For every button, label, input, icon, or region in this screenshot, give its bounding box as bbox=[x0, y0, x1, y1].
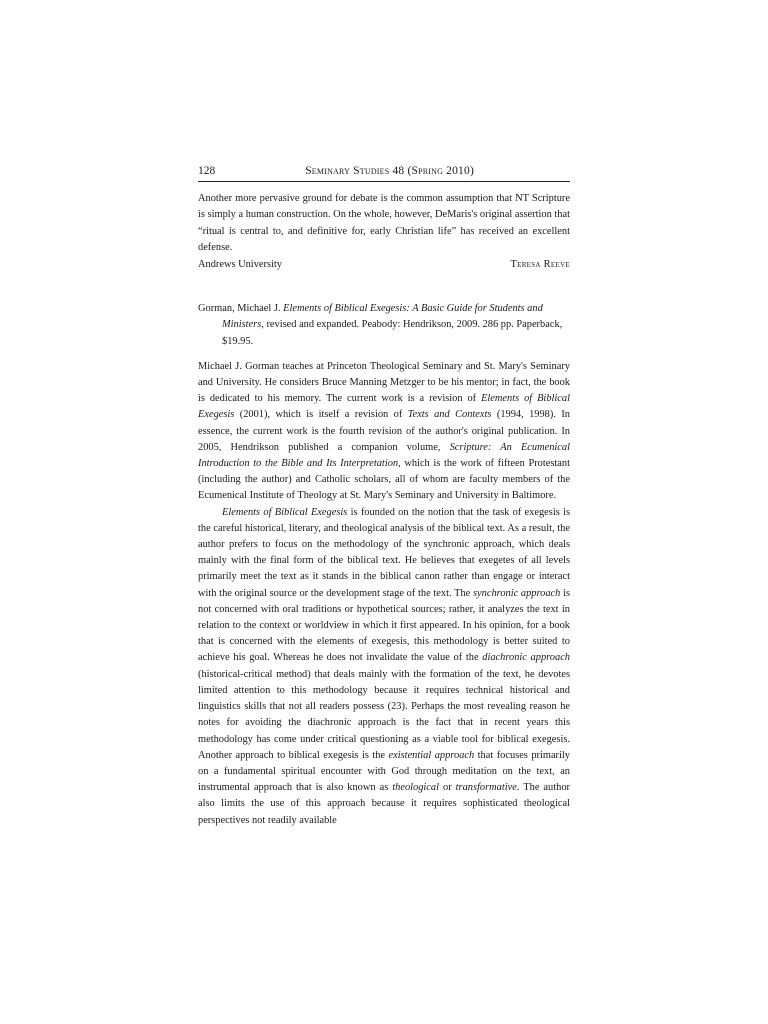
text-run: (2001), which is itself a revision of bbox=[234, 409, 408, 421]
italic-title: Scripture: An Ecumenical Introduction to the Bible and Its Interpretation, bbox=[198, 441, 570, 470]
text-run: which is the work of fifteen Protestant (including the author) and Catholic scholars, all of whom are faculty members of the Ecumenical Institute of Theology at St. Mary's Seminary and University in Baltimore. bbox=[198, 458, 570, 502]
running-header bbox=[198, 163, 570, 182]
text-run: . The author also limits the use of this approach because it requires sophisticated theological perspectives not readily available bbox=[198, 782, 570, 826]
running-title: Seminary Studies 48 (Spring 2010) bbox=[305, 165, 474, 177]
italic-title: Texts and Contexts bbox=[407, 409, 492, 421]
italic-term: theological bbox=[392, 782, 439, 794]
italic-term: synchronic approach bbox=[473, 587, 561, 599]
text-run: that focuses primarily on a fundamental spiritual encounter with God through meditation on the text, an instrumental approach that is also known as bbox=[198, 749, 570, 794]
review-paragraph-1 bbox=[198, 359, 570, 505]
italic-title: Elements of Biblical Exegesis bbox=[222, 506, 348, 518]
citation-title: Elements of Biblical Exegesis: A Basic Guide for Students and Ministers bbox=[222, 303, 543, 331]
italic-title: Elements of Biblical Exegesis bbox=[198, 393, 570, 421]
book-citation bbox=[198, 301, 570, 350]
text-run: (1994, 1998). In essence, the current work is the fourth revision of the author's original publication. In 2005, Hendrikson published a companion volume, bbox=[198, 409, 570, 453]
text-run: Michael J. Gorman teaches at Princeton Theological Seminary and St. Mary's Seminary and University. He considers Bruce Manning Metzger to be his mentor; in fact, the book is dedicated to his memory. The current work is a revision of bbox=[198, 360, 570, 405]
italic-term: transformative bbox=[455, 782, 517, 794]
review-signature bbox=[198, 257, 570, 273]
page-number: 128 bbox=[198, 165, 216, 177]
text-run: is not concerned with oral traditions or hypothetical sources; rather, it analyzes the text in relation to the context or worldview in which it first appeared. In his opinion, for a book that is concerned with the elements of exegesis, this methodology is better suited to achieve his goal. Whereas he does not invalidate the value of the bbox=[198, 587, 571, 664]
citation-details: , revised and expanded. Peabody: Hendrikson, 2009. 286 pp. Paperback, $19.95. bbox=[222, 319, 563, 347]
reviewer-name: Teresa Reeve bbox=[510, 259, 570, 271]
italic-term: diachronic approach bbox=[482, 652, 570, 664]
review-paragraph-2 bbox=[198, 505, 570, 829]
previous-review-closing-paragraph: Another more pervasive ground for debate is the common assumption that NT Scripture is simply a human construction. On the whole, however, DeMaris's original assertion that “ritual is central to, and definitive for, early Christian life” has received an excellent defense. bbox=[198, 193, 570, 253]
text-run: or bbox=[439, 782, 456, 794]
reviewer-affiliation: Andrews University bbox=[198, 259, 282, 271]
text-run: is founded on the notion that the task of exegesis is the careful historical, literary, and theological analysis of the biblical text. As a result, the author prefers to focus on the methodology of the synchronic approach, which deals mainly with the final form of the biblical text. He believes that exegetes of all levels primarily meet the text as it stands in the biblical canon rather than engage or interact with the original source or the development stage of the text. The bbox=[198, 506, 570, 599]
page bbox=[198, 163, 570, 829]
italic-term: existential approach bbox=[388, 749, 475, 761]
citation-author: Gorman, Michael J. bbox=[198, 303, 281, 315]
text-run: (historical-critical method) that deals mainly with the formation of the text, he devotes limited attention to this methodology because it requires technical historical and linguistics skills that not all readers possess (23). Perhaps the most revealing reason he notes for avoiding the diachronic approach is the fact that in recent years this methodology has come under critical questioning as a viable tool for biblical exegesis. Another approach to biblical exegesis is the bbox=[198, 668, 570, 761]
